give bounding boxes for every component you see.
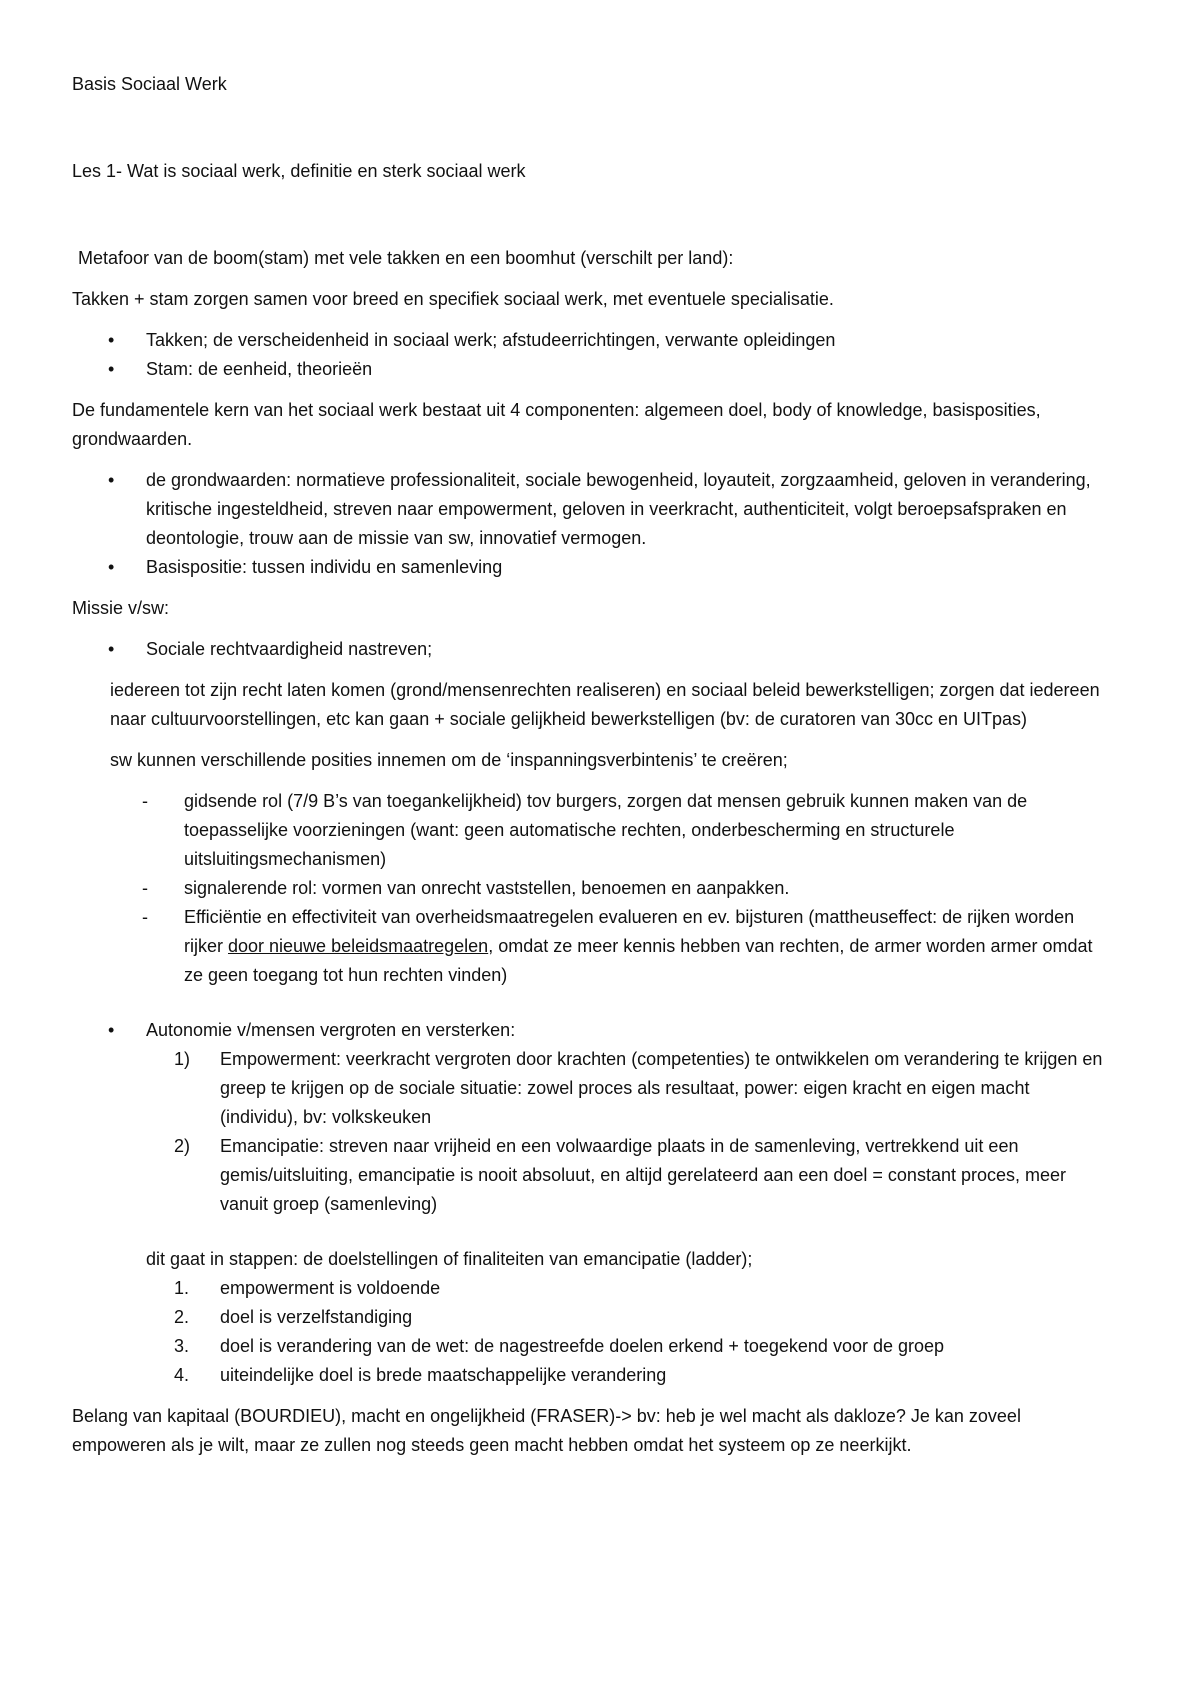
list-item-text: empowerment is voldoende — [220, 1278, 441, 1298]
list-item — [174, 1361, 1110, 1390]
list-item-text-part: , omdat ze meer kennis hebben van rechten, de armer worden armer omdat ze geen toegang tot hun rechten vinden) — [184, 936, 1093, 985]
bullet-list-takken — [72, 326, 1110, 384]
list-item — [174, 1045, 1110, 1132]
list-item — [72, 1016, 1110, 1045]
list-item-text-part: Efficiëntie en effectiviteit van overheidsmaatregelen evalueren en ev. bijsturen (mattheuseffect: de rijken worden rijker — [184, 907, 1075, 956]
list-item-text: Sociale rechtvaardigheid nastreven; — [146, 639, 433, 659]
list-item-text: Empowerment: veerkracht vergroten door krachten (competenties) te ontwikkelen om verandering te krijgen en greep te krijgen op de sociale situatie: zowel proces als resultaat, power: eigen kracht en eigen macht (individu), bv: volkskeuken — [220, 1049, 1103, 1127]
bullet-list-autonomie — [72, 1016, 1110, 1045]
belang-paragraph: Belang van kapitaal (BOURDIEU), macht en ongelijkheid (FRASER)-> bv: heb je wel macht als dakloze? Je kan zoveel empoweren als je wilt, maar ze zullen nog steeds geen macht hebben omdat het systeem op ze neerkijkt. — [72, 1406, 1021, 1455]
list-item-text: uiteindelijke doel is brede maatschappelijke verandering — [220, 1365, 667, 1385]
list-item — [174, 1332, 1110, 1361]
list-number: 3. — [174, 1336, 190, 1356]
list-number: 1) — [174, 1049, 191, 1069]
list-item — [174, 1132, 1110, 1219]
list-item-text: Autonomie v/mensen vergroten en versterken: — [146, 1020, 516, 1040]
dash-list-rollen — [142, 787, 1110, 990]
list-item-text: gidsende rol (7/9 B’s van toegankelijkheid) tov burgers, zorgen dat mensen gebruik kunnen maken van de toepasselijke voorzieningen (want: geen automatische rechten, onderbescherming en structurele uitsluitingsmechanismen) — [184, 791, 1028, 869]
list-item — [142, 787, 1110, 874]
list-item — [174, 1303, 1110, 1332]
list-item — [72, 355, 1110, 384]
list-number: 4. — [174, 1365, 190, 1385]
list-item — [142, 903, 1110, 990]
list-item-text: Takken; de verscheidenheid in sociaal werk; afstudeerrichtingen, verwante opleidingen — [146, 330, 836, 350]
lesson-title: Les 1- Wat is sociaal werk, definitie en sterk sociaal werk — [72, 161, 526, 181]
list-number: 2. — [174, 1307, 190, 1327]
dash-icon: - — [142, 878, 148, 898]
dash-icon: - — [142, 791, 148, 811]
bullet-icon: • — [108, 359, 115, 379]
metaphor-paragraph: Metafoor van de boom(stam) met vele takken en een boomhut (verschilt per land): — [78, 248, 734, 268]
iedereen-paragraph: iedereen tot zijn recht laten komen (grond/mensenrechten realiseren) en sociaal beleid bewerkstelligen; zorgen dat iedereen naar cultuurvoorstellingen, etc kan gaan + sociale gelijkheid bewerkstelligen (bv: de curatoren van 30cc en UITpas) — [110, 680, 1100, 729]
bullet-list-missie — [72, 635, 1110, 664]
list-item-text: doel is verandering van de wet: de nagestreefde doelen erkend + toegekend voor de groep — [220, 1336, 945, 1356]
numbered-list-autonomie — [174, 1045, 1110, 1219]
numbered-list-ladder — [174, 1274, 1110, 1390]
list-item — [72, 466, 1110, 553]
document-title: Basis Sociaal Werk — [72, 74, 227, 94]
list-number: 1. — [174, 1278, 190, 1298]
list-item — [72, 635, 1110, 664]
posities-paragraph: sw kunnen verschillende posities innemen om de ‘inspanningsverbintenis’ te creëren; — [110, 750, 788, 770]
kern-paragraph: De fundamentele kern van het sociaal werk bestaat uit 4 componenten: algemeen doel, body of knowledge, basisposities, grondwaarden. — [72, 400, 1041, 449]
takken-stam-paragraph: Takken + stam zorgen samen voor breed en specifiek sociaal werk, met eventuele specialisatie. — [72, 289, 834, 309]
bullet-icon: • — [108, 557, 115, 577]
bullet-icon: • — [108, 470, 115, 490]
bullet-icon: • — [108, 1020, 115, 1040]
list-item-text: Stam: de eenheid, theorieën — [146, 359, 373, 379]
list-item-text: de grondwaarden: normatieve professionaliteit, sociale bewogenheid, loyauteit, zorgzaamheid, geloven in verandering, kritische ingesteldheid, streven naar empowerment, geloven in veerkracht, authenticiteit, volgt beroepsafspraken en deontologie, trouw aan de missie van sw, innovatief vermogen. — [146, 470, 1091, 548]
list-item — [72, 553, 1110, 582]
dash-icon: - — [142, 907, 148, 927]
bullet-icon: • — [108, 330, 115, 350]
missie-heading: Missie v/sw: — [72, 598, 170, 618]
list-item — [142, 874, 1110, 903]
list-item — [72, 326, 1110, 355]
list-item — [174, 1274, 1110, 1303]
list-item-text: signalerende rol: vormen van onrecht vaststellen, benoemen en aanpakken. — [184, 878, 790, 898]
underlined-text: door nieuwe beleidsmaatregelen — [228, 936, 489, 956]
list-item-text: doel is verzelfstandiging — [220, 1307, 413, 1327]
list-item-text: Basispositie: tussen individu en samenleving — [146, 557, 503, 577]
list-number: 2) — [174, 1136, 191, 1156]
list-item-text: Emancipatie: streven naar vrijheid en een volwaardige plaats in de samenleving, vertrekkend uit een gemis/uitsluiting, emancipatie is nooit absoluut, en altijd gerelateerd aan een doel = constant proces, meer vanuit groep (samenleving) — [220, 1136, 1067, 1214]
bullet-list-grondwaarden — [72, 466, 1110, 582]
bullet-icon: • — [108, 639, 115, 659]
ladder-intro: dit gaat in stappen: de doelstellingen of finaliteiten van emancipatie (ladder); — [146, 1249, 753, 1269]
